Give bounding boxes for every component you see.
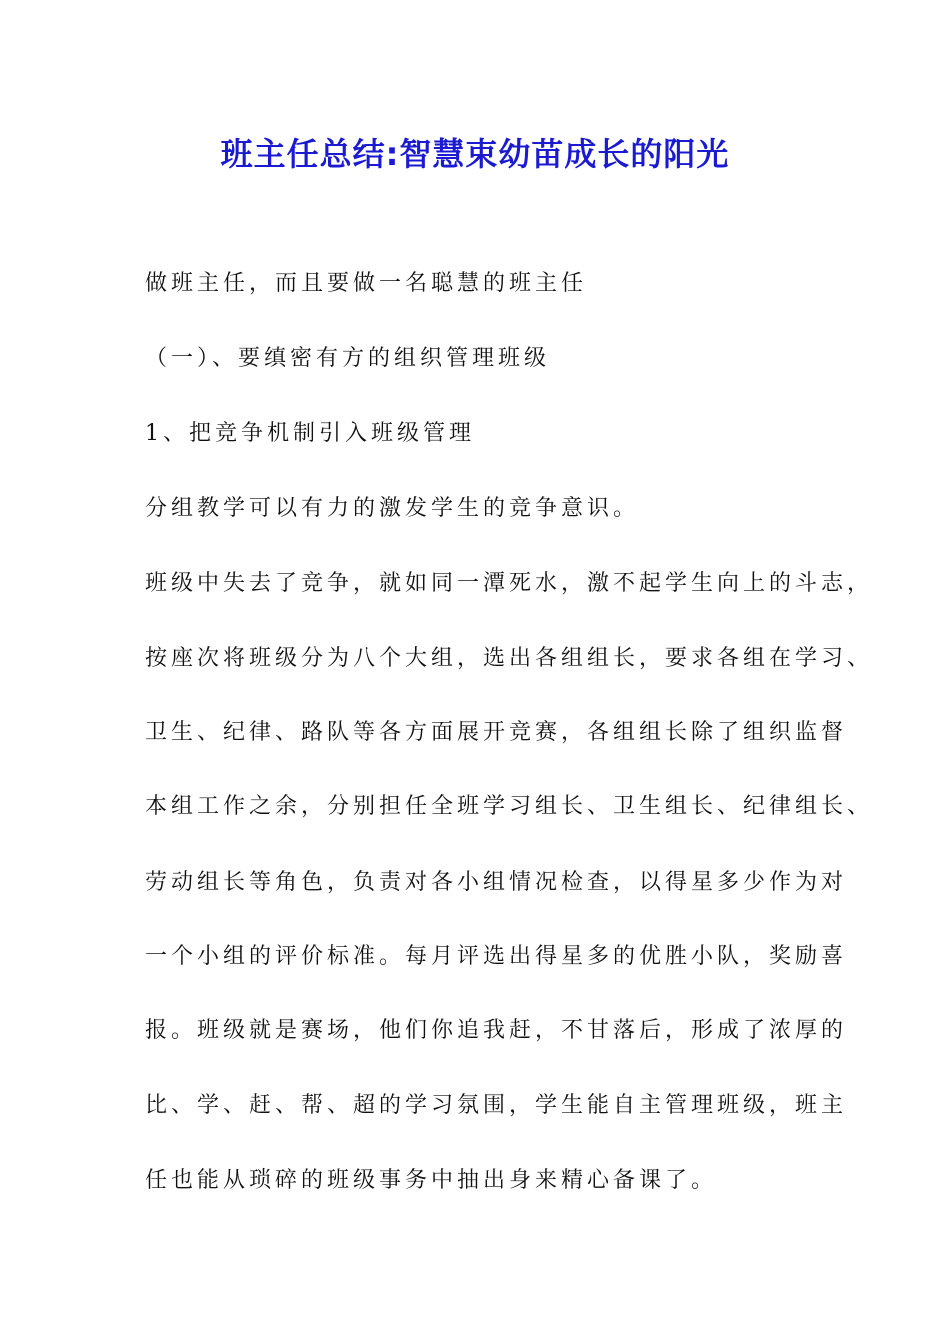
paragraph-line: 报。班级就是赛场，他们你追我赶，不甘落后，形成了浓厚的: [145, 1018, 848, 1043]
document-title: 班主任总结:智慧束幼苗成长的阳光: [220, 135, 730, 173]
paragraph-line: 班级中失去了竞争，就如同一潭死水，激不起学生向上的斗志，: [145, 571, 874, 596]
paragraph-line: 任也能从琐碎的班级事务中抽出身来精心备课了。: [145, 1168, 718, 1193]
paragraph-line: 按座次将班级分为八个大组，选出各组组长，要求各组在学习、: [145, 646, 874, 671]
paragraph-line: 本组工作之余，分别担任全班学习组长、卫生组长、纪律组长、: [145, 794, 874, 819]
paragraph-line: （一）、要缜密有方的组织管理班级: [145, 346, 551, 371]
paragraph-line: 劳动组长等角色，负责对各小组情况检查，以得星多少作为对: [145, 870, 848, 895]
paragraph-line: 卫生、纪律、路队等各方面展开竞赛，各组组长除了组织监督: [145, 720, 848, 745]
paragraph-line: 分组教学可以有力的激发学生的竞争意识。: [145, 496, 640, 521]
paragraph-line: 做班主任，而且要做一名聪慧的班主任: [145, 271, 588, 296]
paragraph-line: 比、学、赶、帮、超的学习氛围，学生能自主管理班级，班主: [145, 1093, 848, 1118]
paragraph-line: 1、把竞争机制引入班级管理: [145, 421, 475, 446]
paragraph-line: 一个小组的评价标准。每月评选出得星多的优胜小队，奖励喜: [145, 944, 848, 969]
